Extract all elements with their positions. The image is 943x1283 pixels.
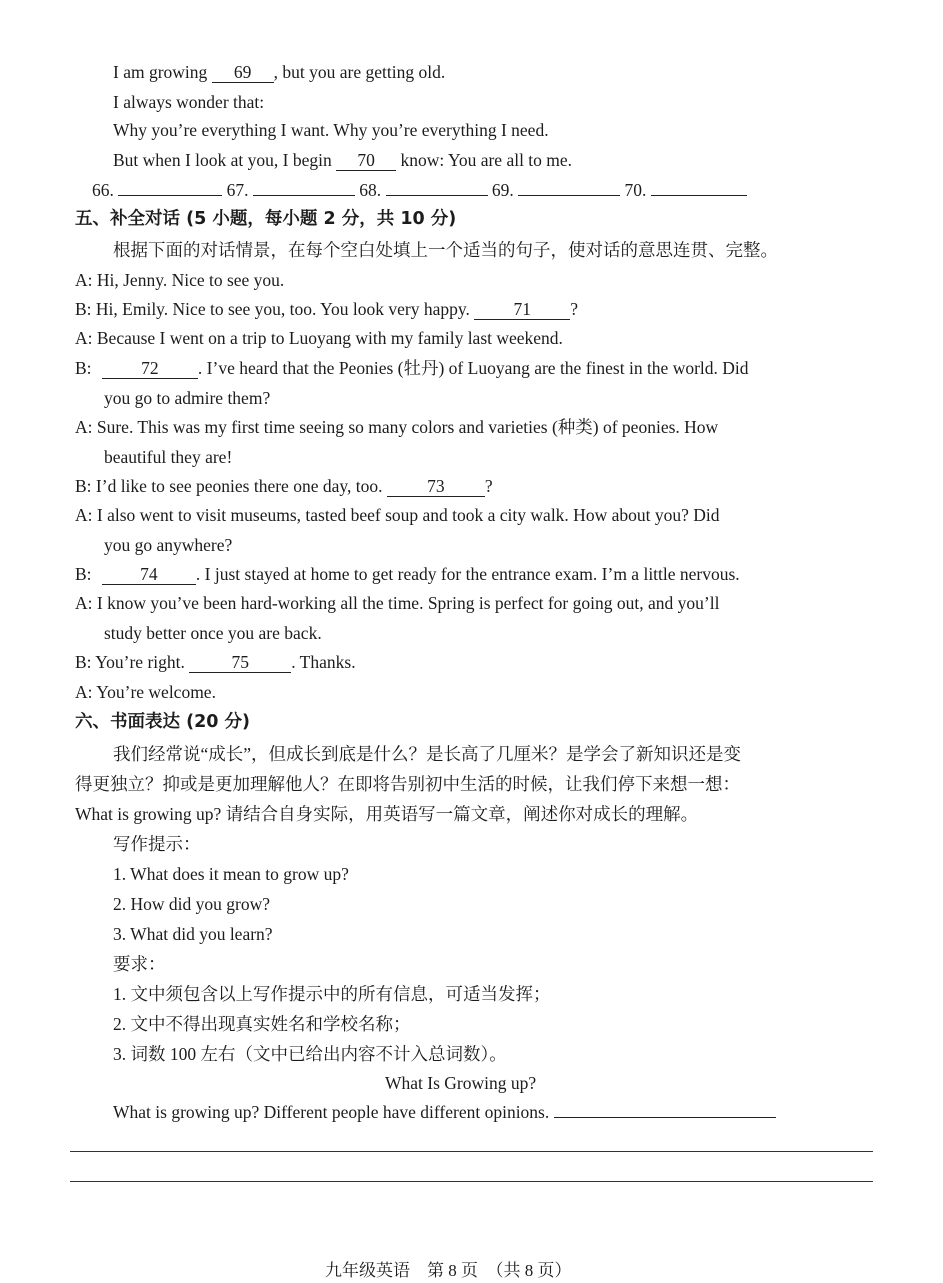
blank-75[interactable]: 75 — [189, 652, 291, 673]
blank-69[interactable]: 69 — [212, 62, 274, 83]
dialog-line-4-cont: you go to admire them? — [104, 388, 271, 408]
poem-line-2: I always wonder that: — [113, 92, 265, 112]
answer-blank-68[interactable] — [386, 195, 488, 196]
hint-3: 3. What did you learn? — [113, 924, 273, 944]
poem-line-3: Why you’re everything I want. Why you’re everything I need. — [113, 120, 549, 140]
hint-1: 1. What does it mean to grow up? — [113, 864, 349, 884]
answer-label-69: 69. — [491, 180, 514, 200]
dialog-line-8: B: 74 . I just stayed at home to get ready for the entrance exam. I’m a little nervous. — [75, 564, 740, 584]
writing-line-2[interactable] — [70, 1181, 873, 1182]
blank-70[interactable]: 70 — [336, 150, 396, 171]
blank-73[interactable]: 73 — [387, 476, 485, 497]
answer-label-66: 66. — [92, 180, 114, 200]
answer-blank-66[interactable] — [118, 195, 222, 196]
writing-line-1[interactable] — [70, 1151, 873, 1152]
requirement-1: 1. 文中须包含以上写作提示中的所有信息，可适当发挥； — [113, 984, 551, 1004]
page-footer: 九年级英语 第 8 页 （共 8 页） — [325, 1261, 572, 1280]
dialog-line-7: A: I also went to visit museums, tasted beef soup and took a city walk. How about you? Did — [75, 505, 720, 525]
requirement-2: 2. 文中不得出现真实姓名和学校名称； — [113, 1014, 411, 1034]
dialog-line-10: B: You’re right. 75 . Thanks. — [75, 652, 356, 672]
section-6-para-2: 得更独立？抑或是更加理解他人？在即将告别初中生活的时候，让我们停下来想一想： — [75, 774, 740, 794]
essay-title: What Is Growing up? — [385, 1073, 537, 1093]
blank-72[interactable]: 72 — [102, 358, 198, 379]
poem-line-1: I am growing 69 , but you are getting old. — [113, 62, 446, 82]
dialog-line-9: A: I know you’ve been hard-working all the time. Spring is perfect for going out, and you’ll — [75, 593, 720, 613]
dialog-line-6: B: I’d like to see peonies there one day, too. 73 ? — [75, 476, 493, 496]
answer-blank-70[interactable] — [651, 195, 747, 196]
answer-blank-67[interactable] — [253, 195, 355, 196]
section-6-para-1: 我们经常说“成长”，但成长到底是什么？是长高了几厘米？是学会了新知识还是变 — [113, 744, 742, 764]
section-5-title: 五、补全对话 (5 小题，每小题 2 分，共 10 分) — [75, 209, 457, 229]
dialog-line-2: B: Hi, Emily. Nice to see you, too. You look very happy. 71 ? — [75, 299, 579, 319]
section-6-title: 六、书面表达 (20 分) — [75, 712, 251, 732]
answer-blank-69[interactable] — [518, 195, 620, 196]
hints-label: 写作提示： — [113, 834, 201, 854]
dialog-line-4: B: 72 . I’ve heard that the Peonies (牡丹) of Luoyang are the finest in the world. Did — [75, 358, 749, 378]
answer-label-70: 70. — [624, 180, 647, 200]
dialog-line-3: A: Because I went on a trip to Luoyang with my family last weekend. — [75, 328, 563, 348]
blank-74[interactable]: 74 — [102, 564, 196, 585]
answer-label-68: 68. — [359, 180, 382, 200]
requirements-label: 要求： — [113, 954, 166, 974]
dialog-line-5: A: Sure. This was my first time seeing so many colors and varieties (种类) of peonies. How — [75, 417, 719, 437]
section-6-para-3: What is growing up? 请结合自身实际，用英语写一篇文章，阐述你对成长的理解。 — [75, 804, 699, 824]
dialog-line-5-cont: beautiful they are! — [104, 447, 233, 467]
dialog-line-9-cont: study better once you are back. — [104, 623, 322, 643]
answer-label-67: 67. — [226, 180, 249, 200]
dialog-line-1: A: Hi, Jenny. Nice to see you. — [75, 270, 285, 290]
answer-row — [92, 178, 747, 202]
essay-start: What is growing up? Different people have different opinions. — [113, 1100, 776, 1124]
dialog-line-11: A: You’re welcome. — [75, 682, 216, 702]
poem-line-4: But when I look at you, I begin 70 know: You are all to me. — [113, 150, 573, 170]
essay-blank-first[interactable] — [554, 1117, 776, 1118]
hint-2: 2. How did you grow? — [113, 894, 270, 914]
requirement-3: 3. 词数 100 左右（文中已给出内容不计入总词数）。 — [113, 1044, 507, 1064]
section-5-instruction: 根据下面的对话情景，在每个空白处填上一个适当的句子，使对话的意思连贯、完整。 — [113, 240, 778, 260]
blank-71[interactable]: 71 — [474, 299, 570, 320]
dialog-line-7-cont: you go anywhere? — [104, 535, 233, 555]
